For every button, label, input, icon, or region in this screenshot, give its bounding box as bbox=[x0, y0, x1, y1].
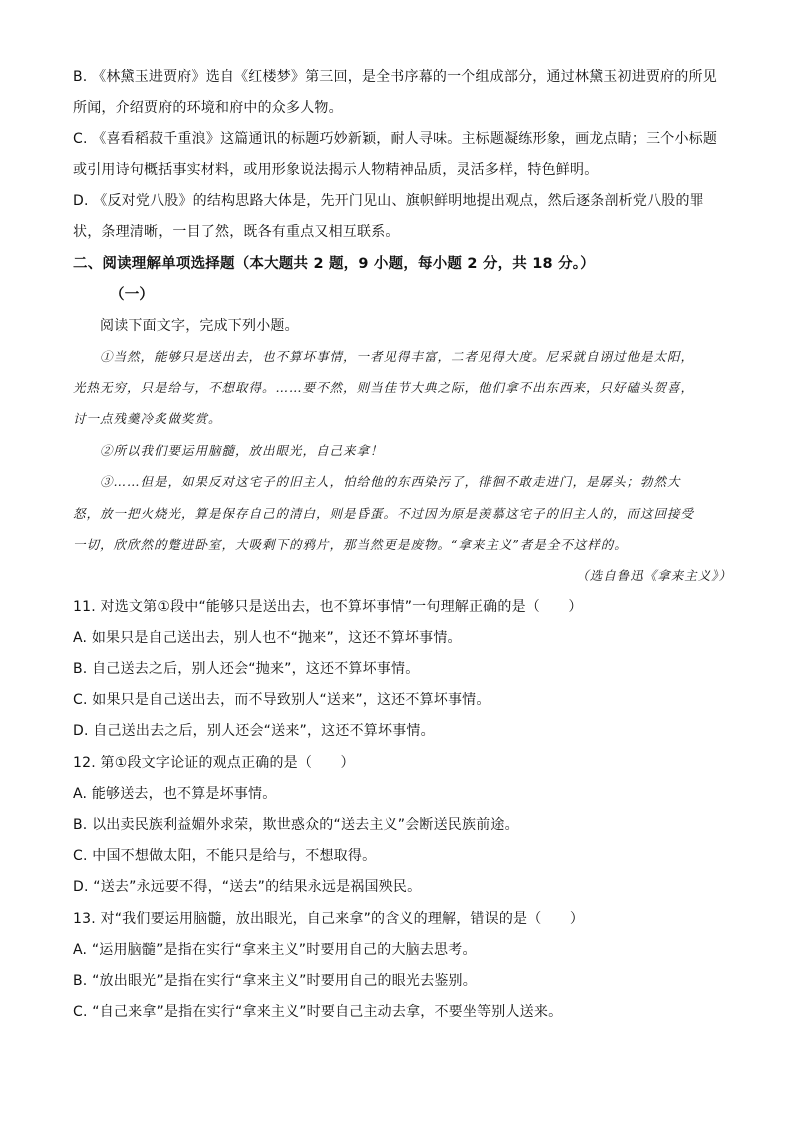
section-heading: 二、阅读理解单项选择题（本大题共 2 题，9 小题，每小题 2 分，共 18 分。） bbox=[73, 256, 595, 272]
q13-stem: 13. 对“我们要运用脑髓，放出眼光，自己来拿”的含义的理解，错误的是（ ） bbox=[73, 911, 585, 927]
option-c-line2: 或引用诗句概括事实材料，或用形象说法揭示人物精神品质，灵活多样，特色鲜明。 bbox=[73, 162, 599, 178]
passage-source: （选自鲁迅《拿来主义》） bbox=[576, 568, 732, 583]
passage-p3-line1: ③……但是，如果反对这宅子的旧主人，怕给他的东西染污了，徘徊不敢走进门，是孱头；勃然大 bbox=[100, 474, 681, 489]
q12-option-d: D. “送去”永远要不得，“送去”的结果永远是祸国殃民。 bbox=[73, 879, 422, 895]
q12-option-a: A. 能够送去，也不算是坏事情。 bbox=[73, 786, 277, 802]
q13-option-a: A. “运用脑髓”是指在实行“拿来主义”时要用自己的大脑去思考。 bbox=[73, 942, 477, 958]
option-c-line1: C. 《喜看稻菽千重浪》这篇通讯的标题巧妙新颖，耐人寻味。主标题凝练形象，画龙点睛；三个小标题 bbox=[73, 131, 718, 147]
q11-stem: 11. 对选文第①段中“能够只是送出去，也不算坏事情”一句理解正确的是（ ） bbox=[73, 599, 583, 615]
q13-option-b: B. “放出眼光”是指在实行“拿来主义”时要用自己的眼光去鉴别。 bbox=[73, 973, 477, 989]
passage-p2-line1: ②所以我们要运用脑髓，放出眼光，自己来拿！ bbox=[100, 443, 384, 458]
q12-option-b: B. 以出卖民族利益媚外求荣，欺世惑众的“送去主义”会断送民族前途。 bbox=[73, 817, 519, 833]
option-b-line2: 所闻，介绍贾府的环境和府中的众多人物。 bbox=[73, 100, 343, 116]
q13-option-c: C. “自己来拿”是指在实行“拿来主义”时要自己主动去拿，不要坐等别人送来。 bbox=[73, 1004, 563, 1020]
q11-option-d: D. 自己送出去之后，别人还会“送来”，这还不算坏事情。 bbox=[73, 723, 435, 739]
q11-option-a: A. 如果只是自己送出去，别人也不“抛来”，这还不算坏事情。 bbox=[73, 630, 462, 646]
passage-p3-line3: 一切，欣欣然的蹩进卧室，大吸剩下的鸦片，那当然更是废物。“拿来主义”者是全不这样的。 bbox=[73, 537, 628, 552]
option-d-line2: 状，条理清晰，一目了然，既各有重点又相互联系。 bbox=[73, 224, 400, 240]
option-d-line1: D. 《反对党八股》的结构思路大体是，先开门见山、旗帜鲜明地提出观点，然后逐条剖析党八股的罪 bbox=[73, 193, 704, 209]
q11-option-c: C. 如果只是自己送出去，而不导致别人“送来”，这还不算坏事情。 bbox=[73, 692, 491, 708]
q12-option-c: C. 中国不想做太阳，不能只是给与，不想取得。 bbox=[73, 848, 377, 864]
option-b-line1: B. 《林黛玉进贾府》选自《红楼梦》第三回，是全书序幕的一个组成部分，通过林黛玉初进贾府的所见 bbox=[73, 69, 717, 85]
reading-instruction: 阅读下面文字，完成下列小题。 bbox=[100, 318, 299, 334]
passage-p1-line1: ①当然，能够只是送出去，也不算坏事情，一者见得丰富，二者见得大度。尼采就自诩过他是太阳， bbox=[100, 349, 695, 364]
passage-p1-line3: 讨一点残羹冷炙做奖赏。 bbox=[73, 411, 222, 426]
subsection-heading: （一） bbox=[110, 287, 155, 303]
q11-option-b: B. 自己送去之后，别人还会“抛来”，这还不算坏事情。 bbox=[73, 661, 420, 677]
passage-p3-line2: 怒，放一把火烧光，算是保存自己的清白，则是昏蛋。不过因为原是羡慕这宅子的旧主人的，而这回接受 bbox=[73, 506, 695, 521]
q12-stem: 12. 第①段文字论证的观点正确的是（ ） bbox=[73, 755, 355, 771]
passage-p1-line2: 光热无穷，只是给与，不想取得。……要不然，则当佳节大典之际，他们拿不出东西来，只好磕头贺喜， bbox=[73, 380, 695, 395]
